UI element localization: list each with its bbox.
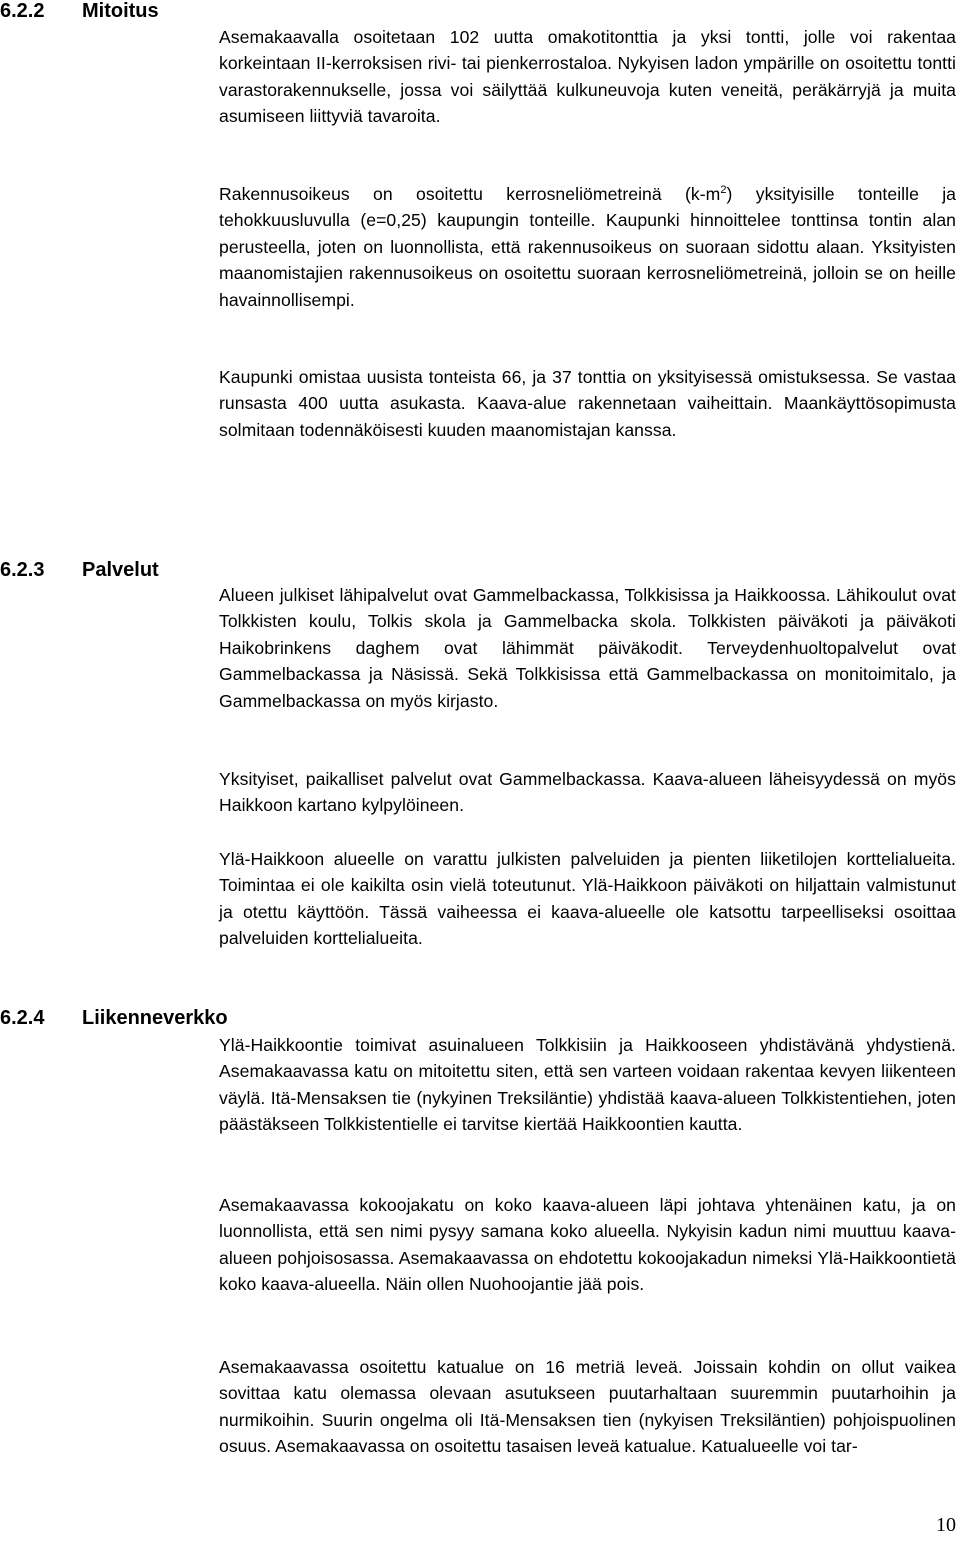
paragraph: Alueen julkiset lähipalvelut ovat Gammelbackassa, Tolkkisissa ja Haikkoossa. Lähikoulut ovat Tolkkisten koulu, Tolkis skola ja Gammelbacka skola. Tolkkisten päiväkoti ja päiväkoti Haikobrinkens daghem ovat lähimmät päiväkodit. Terveydenhuoltopalvelut ovat Gammelbackassa ja Näsissä. Sekä Tolkkisissa että Gammelbackassa on monitoimitalo, ja Gammelbackassa on myös kirjasto. [219, 585, 956, 711]
superscript: 2 [720, 184, 727, 197]
paragraph: Kaupunki omistaa uusista tonteista 66, ja 37 tonttia on yksityisessä omistuksessa. Se vastaa runsasta 400 uutta asukasta. Kaava-alue rakennetaan vaiheittain. Maankäyttösopimusta solmitaan todennäköisesti kuuden maanomistajan kanssa. [219, 367, 956, 440]
section-number: 6.2.4 [0, 1007, 45, 1029]
paragraph: Asemakaavassa kokoojakatu on koko kaava-alueen läpi johtava yhtenäinen katu, ja on luonnollista, että sen nimi pysyy samana koko alueella. Nykyisin kadun nimi muuttuu kaava-alueen pohjoisosassa. Asemakaavassa on ehdotettu kokoojakadun nimeksi Ylä-Haikkoontietä koko kaava-alueella. Näin ollen Nuohoojantie jää pois. [219, 1195, 956, 1295]
paragraph [219, 181, 956, 313]
paragraph: Ylä-Haikkoon alueelle on varattu julkisten palveluiden ja pienten liiketilojen korttelialueita. Toimintaa ei ole kaikilta osin vielä toteutunut. Ylä-Haikkoon päiväkoti on hiljattain valmistunut ja otettu käyttöön. Tässä vaiheessa ei kaava-alueelle ole katsottu tarpeelliseksi osoittaa palveluiden korttelialueita. [219, 849, 956, 949]
section-title: Palvelut [82, 559, 159, 581]
section-number: 6.2.3 [0, 559, 45, 581]
paragraph: Asemakaavassa osoitettu katualue on 16 metriä leveä. Joissain kohdin on ollut vaikea sovittaa katu olemassa olevaan asutukseen puutarhaltaan suuremmin puutarhoihin ja nurmikoihin. Suurin ongelma oli Itä-Mensaksen tien (nykyisen Treksiläntien) pohjoispuolinen osuus. Asemakaavassa on osoitettu tasaisen leveä katualue. Katualueelle voi tar- [219, 1357, 956, 1457]
paragraph-text: Rakennusoikeus on osoitettu kerrosneliömetreinä (k-m [219, 184, 721, 204]
paragraph: Yksityiset, paikalliset palvelut ovat Gammelbackassa. Kaava-alueen läheisyydessä on myös Haikkoon kartano kylpylöineen. [219, 769, 956, 816]
section-heading-mitoitus [0, 0, 159, 23]
paragraph: Ylä-Haikkoontie toimivat asuinalueen Tolkkisiin ja Haikkooseen yhdistävänä yhdystienä. Asemakaavassa katu on mitoitettu siten, että sen varteen voidaan rakentaa kevyen liikenteen väylä. Itä-Mensaksen tie (nykyinen Treksiläntie) yhdistää kaava-alueen Tolkkistentiehen, joten päästäkseen Tolkkistentielle ei tarvitse kiertää Haikkoontien kautta. [219, 1035, 956, 1135]
section-number: 6.2.2 [0, 0, 45, 22]
section-title: Liikenneverkko [82, 1007, 228, 1029]
paragraph: Asemakaavalla osoitetaan 102 uutta omakotitonttia ja yksi tontti, jolle voi rakentaa korkeintaan II-kerroksisen rivi- tai pienkerrostaloa. Nykyisen ladon ympärille on osoitettu tontti varastorakennukselle, jossa voi säilyttää kulkuneuvoja kuten veneitä, peräkärryjä ja muita asumiseen liittyviä tavaroita. [219, 27, 956, 127]
paragraph-text: ) yksityisille tonteille ja tehokkuusluvulla (e=0,25) kaupungin tonteille. Kaupunki hinnoittelee tonttinsa tontin alan perusteella, joten on luonnollista, että rakennusoikeus on suoraan sidottu alaan. Yksityisten maanomistajien rakennusoikeus on osoitettu suoraan kerrosneliömetreinä, jolloin se on heille havainnollisempi. [219, 184, 956, 310]
page-number: 10 [936, 1514, 956, 1536]
section-title: Mitoitus [82, 0, 159, 22]
section-heading-palvelut [0, 558, 159, 582]
section-heading-liikenneverkko [0, 1006, 228, 1030]
